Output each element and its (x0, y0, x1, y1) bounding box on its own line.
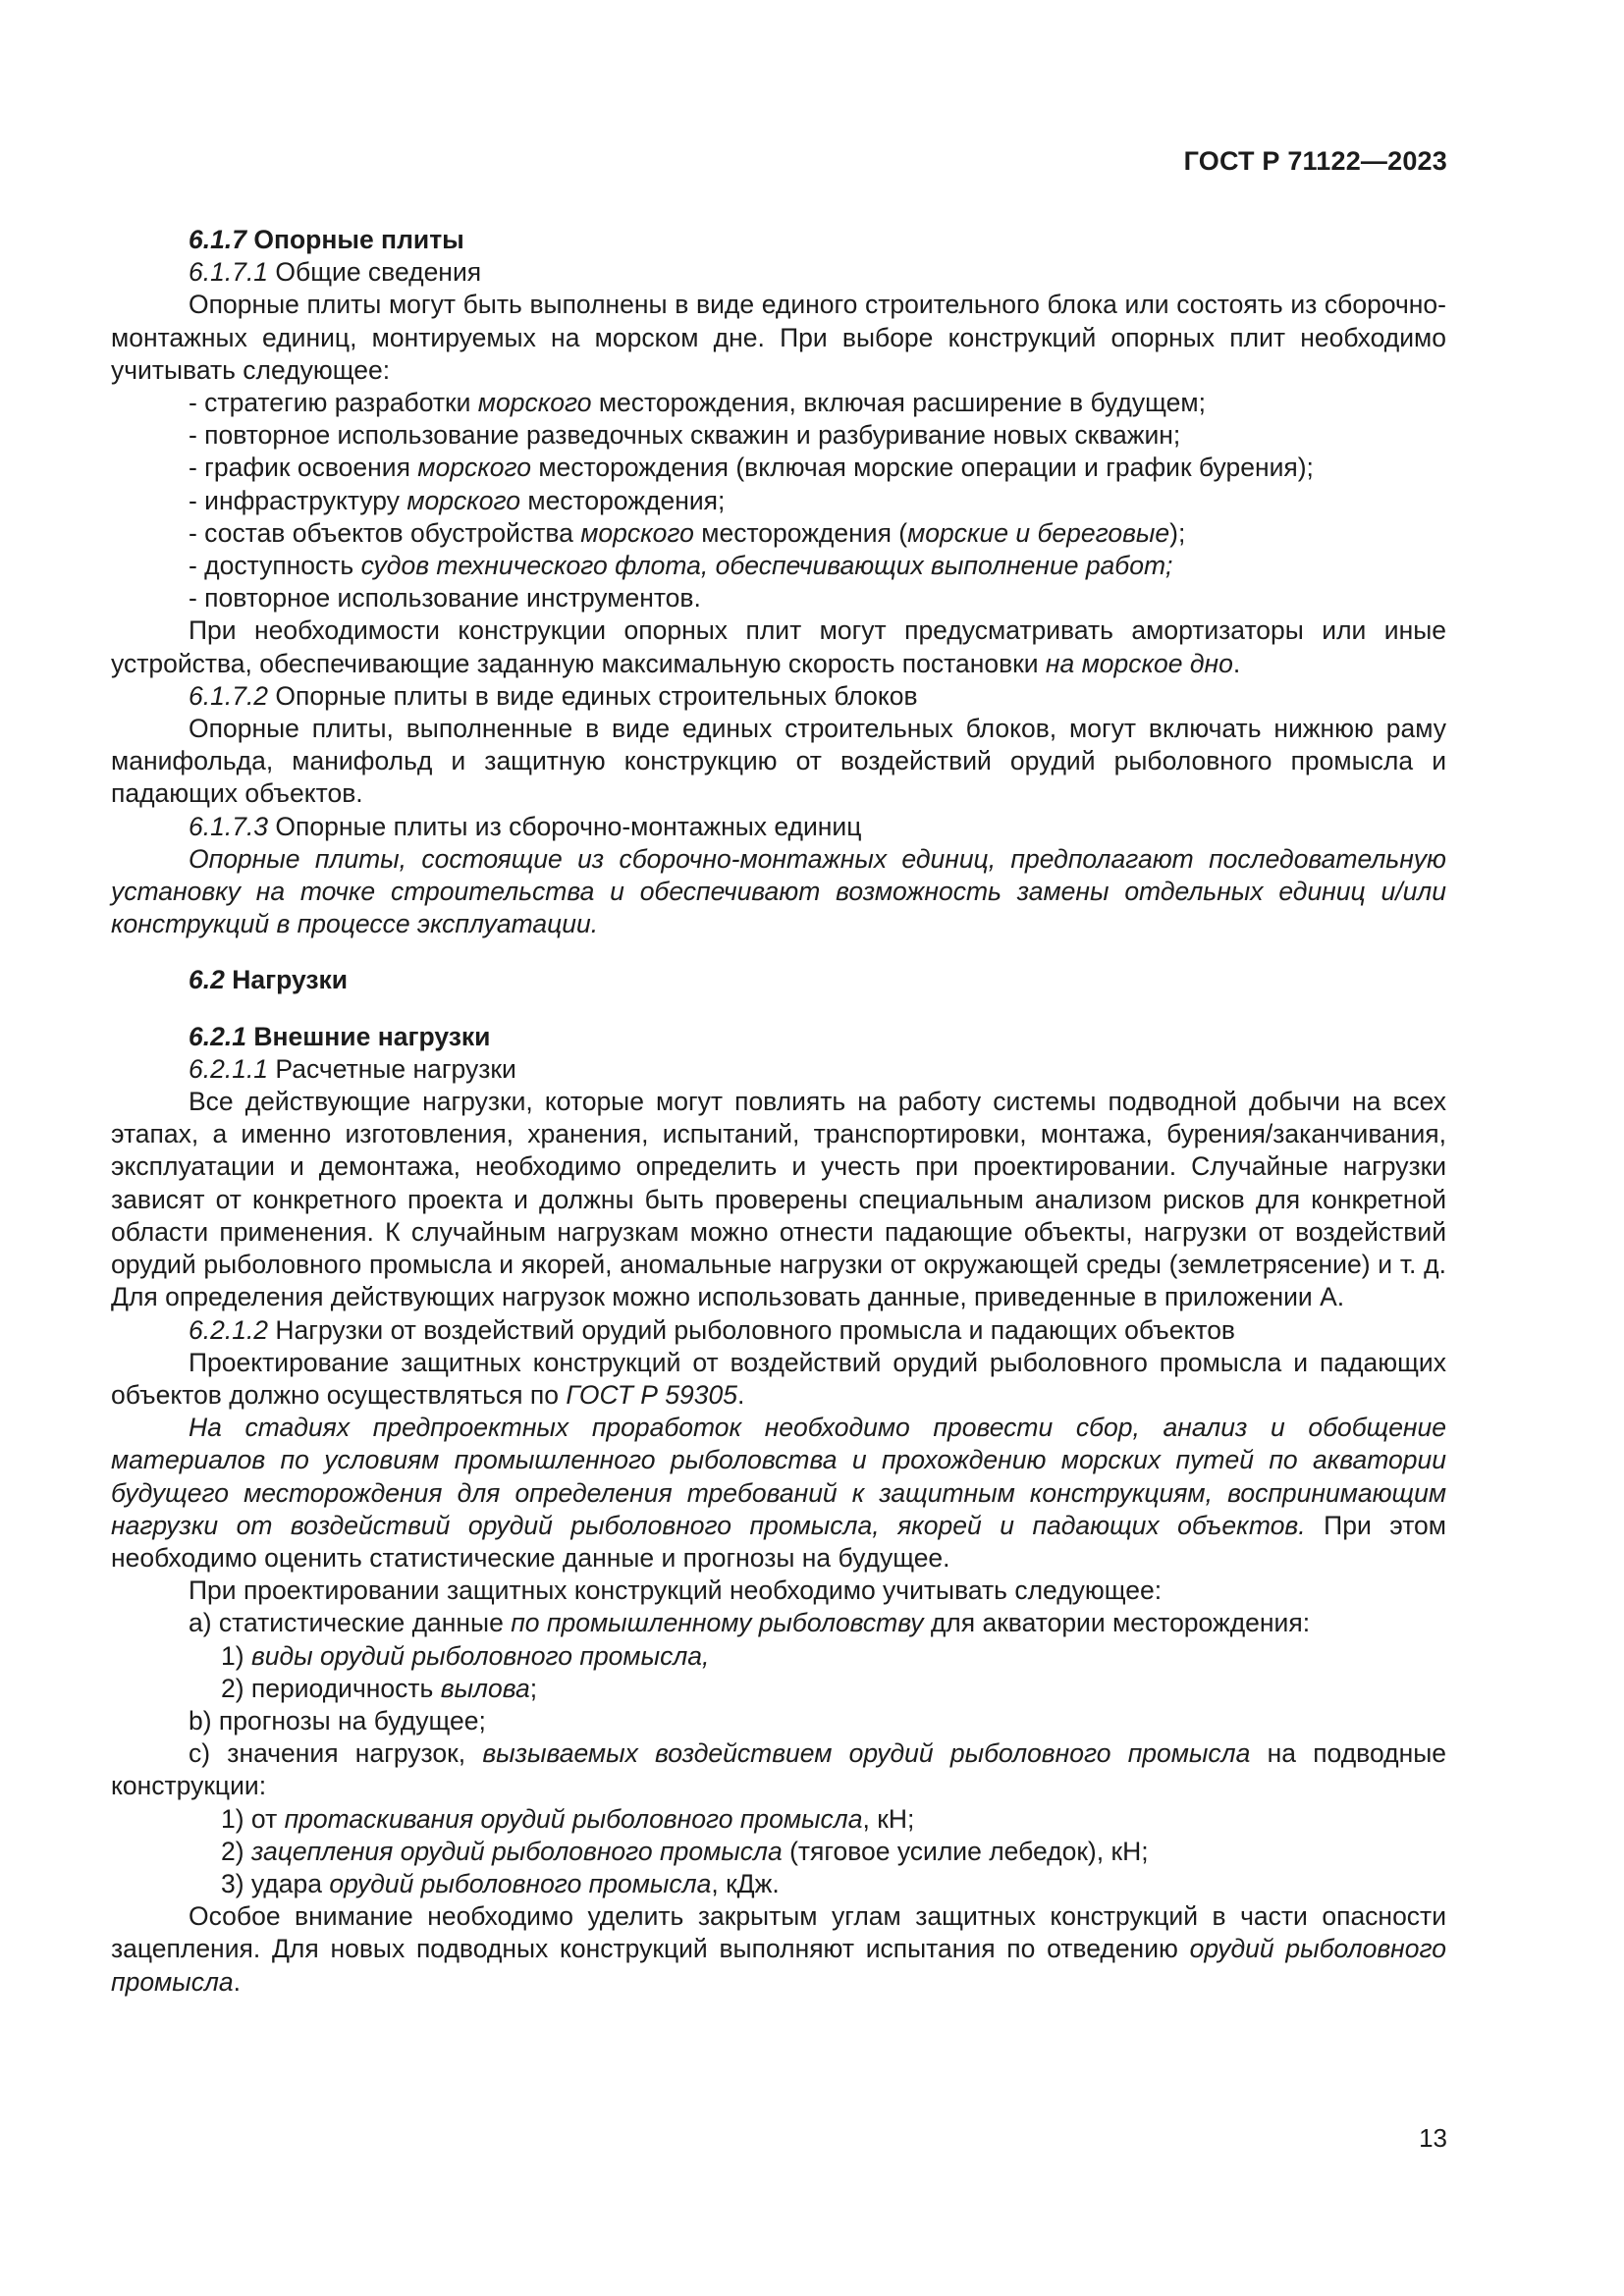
paragraph: Проектирование защитных конструкций от воздействий орудий рыболовного промысла и падающих объектов должно осуществляться по ГОСТ Р 59305. (111, 1347, 1446, 1410)
section-title: Нагрузки (232, 965, 349, 995)
subsection-number: 6.1.7.1 (189, 257, 269, 288)
subsection-heading-6-2-1-2 (111, 1314, 1446, 1347)
subsection-heading-6-1-7-1 (111, 256, 1446, 289)
list-item: a) статистические данные по промышленному рыболовству для акватории месторождения: (189, 1608, 1311, 1638)
subsection-heading-6-2-1-1 (111, 1053, 1446, 1086)
list-item: - график освоения морского месторождения (включая морские операции и график бурения); (189, 453, 1314, 483)
paragraph: При проектировании защитных конструкций необходимо учитывать следующее: (189, 1575, 1163, 1606)
section-title: Опорные плиты (253, 225, 464, 254)
list-item: 1) от протаскивания орудий рыболовного промысла, кН; (221, 1803, 915, 1834)
subsection-heading-6-1-7-3 (111, 811, 1446, 843)
section-number: 6.2 (189, 965, 225, 995)
paragraph: Все действующие нагрузки, которые могут повлиять на работу системы подводной добычи на всех этапах, а именно изготовления, хранения, испытаний, транспортировки, монтажа, бурения/заканчивания, эксплуатации и демонтажа, необходимо определить и учесть при проектировании. Случайные нагрузки зависят от конкретного проекта и должны быть проверены специальным анализом рисков для конкретной области применения. К случайным нагрузкам можно отнести падающие объекты, нагрузки от воздействий орудий рыболовного промысла и якорей, аномальные нагрузки от окружающей среды (землетрясение) и т. д. Для определения действующих нагрузок можно использовать данные, приведенные в приложении А. (111, 1087, 1446, 1312)
list-item: - стратегию разработки морского месторождения, включая расширение в будущем; (189, 388, 1206, 418)
paragraph: Опорные плиты могут быть выполнены в виде единого строительного блока или состоять из сборочно-монтажных единиц, монтируемых на морском дне. При выборе конструкций опорных плит необходимо учитывать следующее: (111, 290, 1446, 385)
paragraph: На стадиях предпроектных проработок необходимо провести сбор, анализ и обобщение материалов по условиям промышленного рыболовства и прохождению морских путей по акватории будущего месторождения для определения требований к защитным конструкциям, воспринимающим нагрузки от воздействий орудий рыболовного промысла, якорей и падающих объектов. При этом необходимо оценить статистические данные и прогнозы на будущее. (111, 1413, 1446, 1573)
subsection-number: 6.2.1.2 (189, 1314, 269, 1345)
subsection-number: 6.1.7.3 (189, 811, 269, 841)
list-item: - повторное использование инструментов. (189, 583, 701, 614)
page-number: 13 (1419, 2123, 1447, 2153)
subsection-title: Нагрузки от воздействий орудий рыболовного промысла и падающих объектов (275, 1314, 1236, 1345)
section-heading-6-1-7 (111, 224, 1446, 256)
list-item: 2) периодичность вылова; (221, 1673, 538, 1703)
document-code: ГОСТ Р 71122—2023 (1183, 146, 1447, 176)
list-item: 2) зацепления орудий рыболовного промысла (тяговое усилие лебедок), кН; (221, 1836, 1149, 1866)
section-heading-6-2-1 (111, 1021, 1446, 1053)
section-heading-6-2 (111, 964, 1446, 996)
section-number: 6.2.1 (189, 1021, 246, 1051)
subsection-number: 6.1.7.2 (189, 680, 269, 711)
list-item: - состав объектов обустройства морского месторождения (морские и береговые); (189, 517, 1186, 548)
section-title: Внешние нагрузки (253, 1021, 491, 1051)
paragraph: Особое внимание необходимо уделить закрытым углам защитных конструкций в части опасности зацепления. Для новых подводных конструкций выполняют испытания по отведению орудий рыболовного промысла. (111, 1901, 1446, 1997)
list-item: 1) виды орудий рыболовного промысла, (221, 1640, 710, 1671)
list-item: - инфраструктуру морского месторождения; (189, 485, 726, 515)
paragraph: При необходимости конструкции опорных плит могут предусматривать амортизаторы или иные устройства, обеспечивающие заданную максимальную скорость постановки на морское дно. (111, 615, 1446, 678)
document-body (111, 224, 1446, 1999)
paragraph: Опорные плиты, выполненные в виде единых строительных блоков, могут включать нижнюю раму манифольда, манифольд и защитную конструкцию от воздействий орудий рыболовного промысла и падающих объектов. (111, 714, 1446, 809)
list-item: 3) удара орудий рыболовного промысла, кДж. (221, 1868, 780, 1898)
subsection-title: Общие сведения (275, 257, 482, 288)
subsection-title: Расчетные нагрузки (275, 1053, 516, 1084)
subsection-title: Опорные плиты в виде единых строительных блоков (275, 680, 918, 711)
subsection-title: Опорные плиты из сборочно-монтажных единиц (275, 811, 862, 841)
section-number: 6.1.7 (189, 225, 246, 254)
list-item: - повторное использование разведочных скважин и разбуривание новых скважин; (189, 420, 1181, 451)
list-item: - доступность судов технического флота, обеспечивающих выполнение работ; (189, 551, 1173, 581)
list-item: c) значения нагрузок, вызываемых воздействием орудий рыболовного промысла на подводные конструкции: (111, 1738, 1446, 1801)
list-item: b) прогнозы на будущее; (189, 1705, 486, 1735)
subsection-number: 6.2.1.1 (189, 1053, 269, 1084)
subsection-heading-6-1-7-2 (111, 680, 1446, 713)
paragraph: Опорные плиты, состоящие из сборочно-монтажных единиц, предполагают последовательную установку на точке строительства и обеспечивают возможность замены отдельных единиц и/или конструкций в процессе эксплуатации. (111, 843, 1446, 939)
